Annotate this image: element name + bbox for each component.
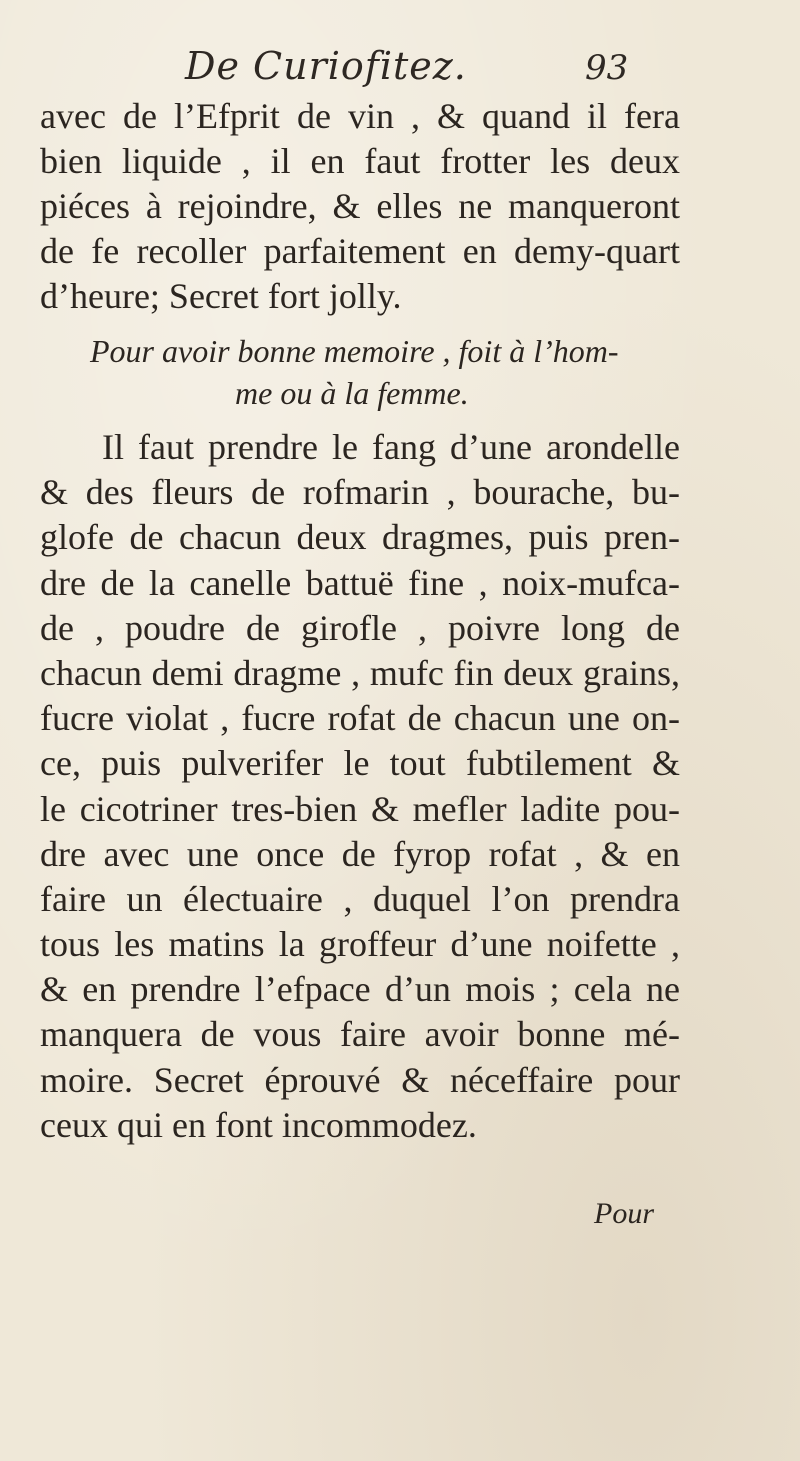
text-line: bien liquide , il en faut frotter les deux	[40, 141, 680, 181]
heading-line: Pour avoir bonne memoire , foit à l’hom-	[90, 333, 619, 369]
paragraph-2	[40, 425, 680, 1148]
text-line: le cicotriner tres-bien & mefler ladite pou-	[40, 788, 680, 829]
text-line: fucre violat , fucre rofat de chacun une on-	[40, 698, 680, 739]
paragraph-1	[40, 94, 680, 319]
text-line: dre avec une once de fyrop rofat , & en	[40, 833, 680, 874]
text-line: glofe de chacun deux dragmes, puis pren-	[40, 517, 680, 558]
text-line: tous les matins la groffeur d’une noifette ,	[40, 924, 680, 965]
recipe-heading	[40, 330, 680, 414]
page-header	[0, 44, 800, 94]
text-line: chacun demi dragme , mufc fin deux grains,	[40, 652, 680, 693]
text-line: faire un électuaire , duquel l’on prendra	[40, 878, 680, 919]
text-line: dre de la canelle battuë fine , noix-mufca-	[40, 562, 680, 603]
text-line: de , poudre de girofle , poivre long de	[40, 607, 680, 648]
text-line: & en prendre l’efpace d’un mois ; cela ne	[40, 969, 680, 1010]
text-line: manquera de vous faire avoir bonne mé-	[40, 1014, 680, 1055]
text-line: avec de l’Efprit de vin , & quand il fera	[40, 96, 680, 136]
heading-line: me ou à la femme.	[235, 375, 469, 411]
running-title: De Curiofitez.	[185, 44, 467, 88]
text-line: & des fleurs de rofmarin , bourache, bu-	[40, 472, 680, 513]
catchword: Pour	[594, 1197, 654, 1230]
text-line: ce, puis pulverifer le tout fubtilement &	[40, 743, 680, 784]
page-number: 93	[585, 48, 629, 88]
text-line: moire. Secret éprouvé & néceffaire pour	[40, 1059, 680, 1100]
text-line: Il faut prendre le fang d’une arondelle	[102, 427, 680, 467]
text-line: ceux qui en font incommodez.	[40, 1104, 477, 1145]
text-line: de fe recoller parfaitement en demy-quart	[40, 231, 680, 271]
text-line: d’heure; Secret fort jolly.	[40, 276, 402, 316]
text-line: piéces à rejoindre, & elles ne manqueront	[40, 186, 680, 226]
